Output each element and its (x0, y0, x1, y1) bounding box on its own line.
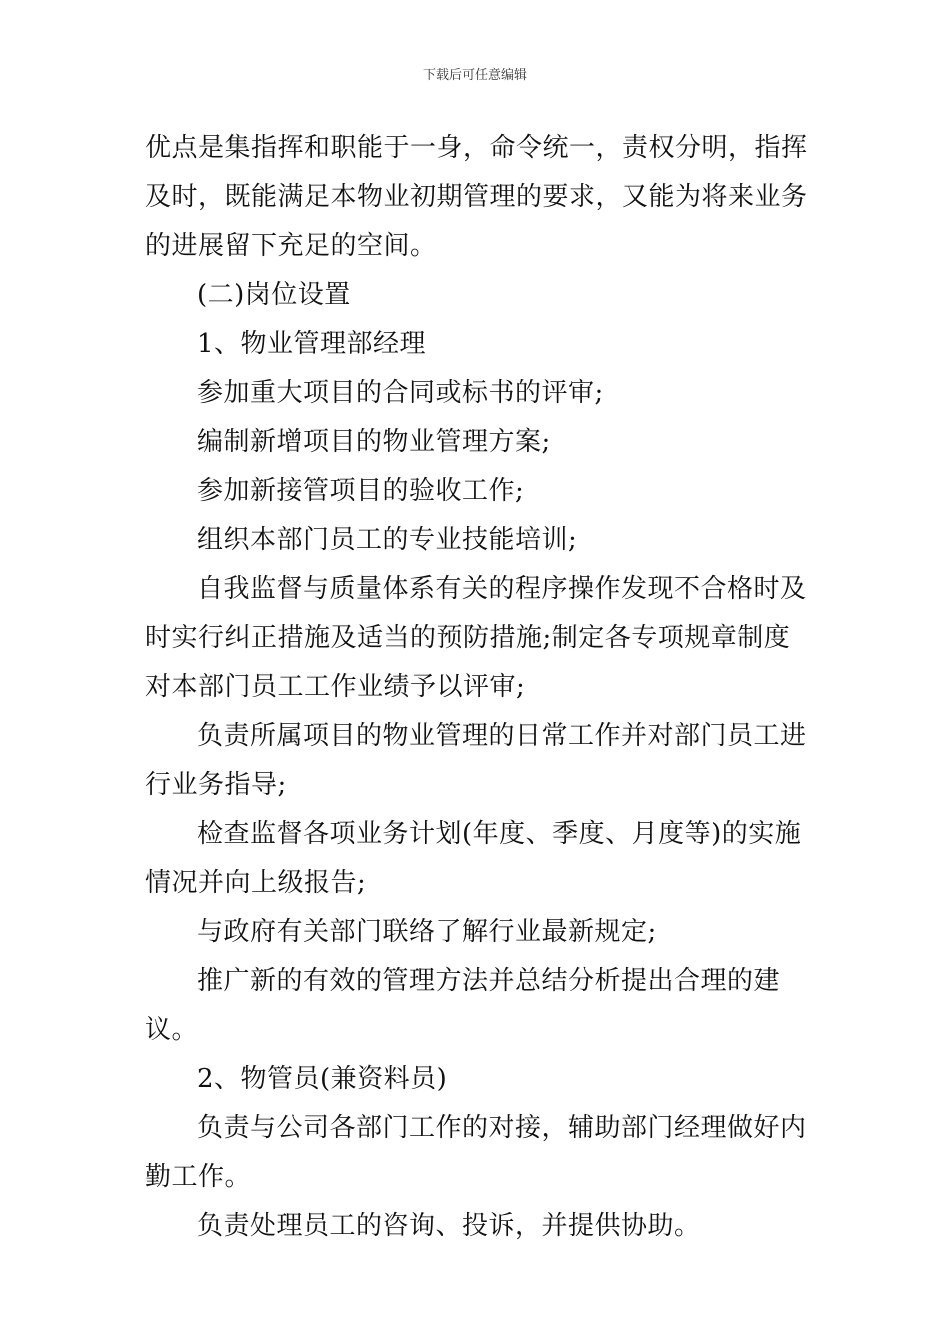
duty-item: 负责与公司各部门工作的对接，辅助部门经理做好内勤工作。 (145, 1113, 807, 1192)
duty-item: 与政府有关部门联络了解行业最新规定; (197, 917, 657, 947)
duty-item: 自我监督与质量体系有关的程序操作发现不合格时及时实行纠正措施及适当的预防措施;制定各专项规章制度对本部门员工工作业绩予以评审; (145, 574, 807, 702)
duty-item: 参加重大项目的合同或标书的评审; (197, 378, 604, 408)
paragraph-1: 优点是集指挥和职能于一身，命令统一，责权分明，指挥及时，既能满足本物业初期管理的要求，又能为将来业务的进展留下充足的空间。 (145, 133, 808, 261)
duty-item: 编制新增项目的物业管理方案; (197, 427, 551, 457)
subheading-manager: 1、物业管理部经理 (197, 329, 427, 359)
section-heading-post-setup: (二)岗位设置 (197, 280, 351, 310)
duty-item: 负责所属项目的物业管理的日常工作并对部门员工进行业务指导; (145, 721, 807, 800)
duty-item: 参加新接管项目的验收工作; (197, 476, 525, 506)
duty-item: 负责处理员工的咨询、投诉，并提供协助。 (197, 1211, 701, 1241)
duty-item: 检查监督各项业务计划(年度、季度、月度等)的实施情况并向上级报告; (145, 819, 802, 898)
page-header-note: 下载后可任意编辑 (422, 68, 527, 83)
subheading-property-clerk: 2、物管员(兼资料员) (197, 1064, 448, 1094)
duty-item: 推广新的有效的管理方法并总结分析提出合理的建议。 (145, 966, 781, 1045)
duty-item: 组织本部门员工的专业技能培训; (197, 525, 578, 555)
document-body (145, 124, 813, 1251)
